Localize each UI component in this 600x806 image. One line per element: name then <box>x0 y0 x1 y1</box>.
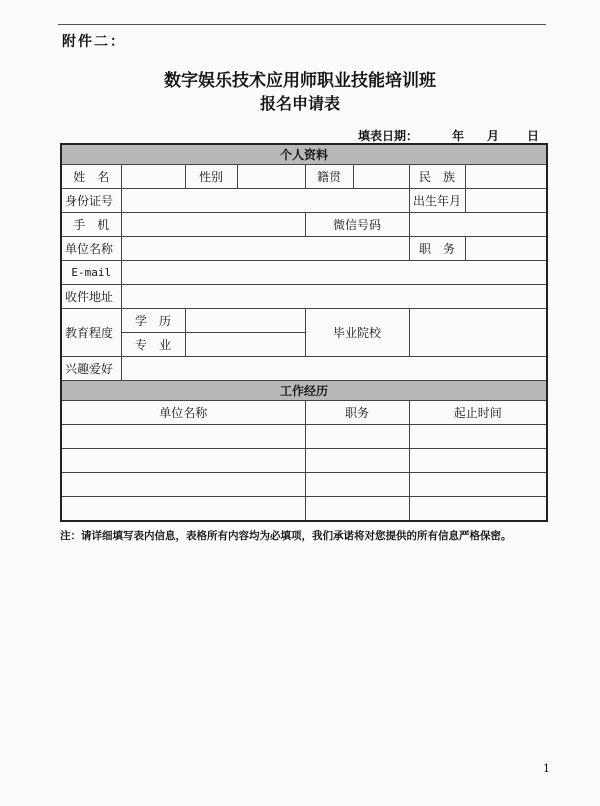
hobbies-label: 兴趣爱好 <box>61 357 121 381</box>
gender-label: 性别 <box>185 165 237 189</box>
work-row <box>61 449 547 473</box>
work-period-cell[interactable] <box>409 449 547 473</box>
work-employer-cell[interactable] <box>61 473 305 497</box>
employer-label: 单位名称 <box>61 237 121 261</box>
page-number: 1 <box>543 762 550 775</box>
work-position-cell[interactable] <box>305 449 409 473</box>
work-row <box>61 425 547 449</box>
phone-label: 手 机 <box>61 213 121 237</box>
work-period-cell[interactable] <box>409 473 547 497</box>
work-employer-cell[interactable] <box>61 497 305 522</box>
native-place-field[interactable] <box>353 165 409 189</box>
gender-field[interactable] <box>237 165 305 189</box>
header-rule <box>58 24 546 25</box>
work-period-cell[interactable] <box>409 497 547 522</box>
hobbies-field[interactable] <box>121 357 547 381</box>
work-period-cell[interactable] <box>409 425 547 449</box>
employer-field[interactable] <box>121 237 409 261</box>
registration-table <box>60 143 548 522</box>
address-field[interactable] <box>121 285 547 309</box>
fill-date-month: 月 <box>487 129 500 143</box>
major-field[interactable] <box>185 333 305 357</box>
work-employer-cell[interactable] <box>61 449 305 473</box>
work-period-header: 起止时间 <box>409 401 547 425</box>
work-section-title: 工作经历 <box>61 381 547 401</box>
work-employer-header: 单位名称 <box>61 401 305 425</box>
form-title: 数字娱乐技术应用师职业技能培训班 <box>164 71 436 91</box>
wechat-label: 微信号码 <box>305 213 409 237</box>
ethnicity-label: 民 族 <box>409 165 465 189</box>
attachment-label: 附件二： <box>62 34 126 50</box>
fill-date-day: 日 <box>527 129 540 143</box>
work-row <box>61 473 547 497</box>
birth-field[interactable] <box>465 189 547 213</box>
work-position-header: 职务 <box>305 401 409 425</box>
personal-section-title: 个人资料 <box>61 144 547 165</box>
form-subtitle: 报名申请表 <box>259 94 340 113</box>
address-label: 收件地址 <box>61 285 121 309</box>
name-label: 姓 名 <box>61 165 121 189</box>
id-number-field[interactable] <box>121 189 409 213</box>
major-label: 专 业 <box>121 333 185 357</box>
native-place-label: 籍贯 <box>305 165 353 189</box>
name-field[interactable] <box>121 165 185 189</box>
ethnicity-field[interactable] <box>465 165 547 189</box>
position-label: 职 务 <box>409 237 465 261</box>
phone-field[interactable] <box>121 213 305 237</box>
work-position-cell[interactable] <box>305 425 409 449</box>
work-row <box>61 497 547 522</box>
id-number-label: 身份证号 <box>61 189 121 213</box>
birth-label: 出生年月 <box>409 189 465 213</box>
education-label: 教育程度 <box>61 309 121 357</box>
degree-field[interactable] <box>185 309 305 333</box>
degree-label: 学 历 <box>121 309 185 333</box>
position-field[interactable] <box>465 237 547 261</box>
work-employer-cell[interactable] <box>61 425 305 449</box>
school-label: 毕业院校 <box>305 309 409 357</box>
work-position-cell[interactable] <box>305 473 409 497</box>
school-field[interactable] <box>409 309 547 357</box>
email-label: E-mail <box>61 261 121 285</box>
fill-date-year: 年 <box>452 129 465 143</box>
wechat-field[interactable] <box>409 213 547 237</box>
email-field[interactable] <box>121 261 547 285</box>
footnote: 注：请详细填写表内信息，表格所有内容均为必填项，我们承诺将对您提供的所有信息严格保密。 <box>60 530 512 542</box>
fill-date-label: 填表日期： <box>358 129 419 143</box>
work-position-cell[interactable] <box>305 497 409 522</box>
